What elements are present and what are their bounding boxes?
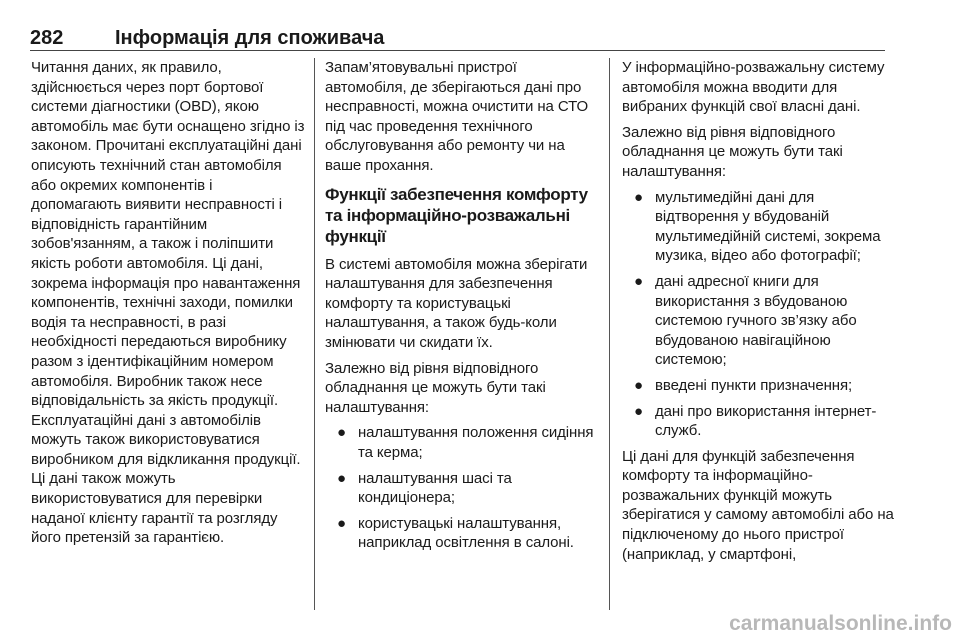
list-item-text: мультимедійні дані для відтворення у вбудованій мультимедійній системі, зокрема музика, відео або фотографії;: [655, 188, 881, 265]
column-divider: [314, 58, 315, 610]
section-heading: Функції забезпечення комфорту та інформаційно-розважальні функції: [325, 184, 588, 246]
paragraph: В системі автомобіля можна зберігати налаштування для забезпечення комфорту та користувацькі налаштування, а також будь-коли змінювати чи скидати їх.: [325, 255, 588, 351]
header-divider: [30, 50, 885, 51]
bullet-list: [622, 188, 894, 441]
bullet-icon: ●: [634, 188, 643, 206]
list-item-text: введені пункти призначення;: [655, 376, 853, 394]
page-title: Інформація для споживача: [115, 27, 385, 49]
column-3: [622, 58, 894, 570]
paragraph: Читання даних, як правило, здійснюється через порт бортової системи діагностики (OBD), якою автомобіль має бути оснащено згідно із законом. Прочитані експлуатаційні дані описують технічний стан автомобіля або окремих компонентів і допомагають виявити несправності і відповідність гарантійним зобов'язанням, а також і поліпшити якість роботи автомобіля. Ці дані, зокрема інформація про навантаження компонентів, технічні заходи, помилки водія та несправності, в разі необхідності передаються виробнику разом з ідентифікаційним номером автомобіля. Виробник також несе відповідальність за якість продукції. Експлуатаційні дані з автомобілів можуть також використовуватися виробником для відкликання продукції. Ці дані також можуть використовуватися для перевірки наданої клієнту гарантії та розгляду його претензій за гарантією.: [31, 59, 305, 547]
paragraph: Залежно від рівня відповідного обладнання це можуть бути такі налаштування:: [622, 123, 843, 180]
column-1: [31, 58, 306, 554]
paragraph: Запам’ятовувальні пристрої автомобіля, де зберігаються дані про несправності, можна очистити на СТО під час проведення технічного обслуговування або ремонту чи на ваше прохання.: [325, 59, 589, 174]
paragraph: Залежно від рівня відповідного обладнання це можуть бути такі налаштування:: [325, 359, 546, 416]
bullet-icon: ●: [634, 376, 643, 394]
list-item-text: дані адресної книги для використання з вбудованою системою гучного зв’язку або вбудованою навігаційною системою;: [655, 272, 857, 369]
list-item: [325, 514, 597, 553]
bullet-icon: ●: [337, 469, 346, 487]
page-header: [30, 14, 885, 50]
list-item: [622, 402, 894, 441]
list-item: [622, 272, 894, 370]
bullet-icon: ●: [634, 402, 643, 420]
bullet-icon: ●: [634, 272, 643, 290]
list-item-text: налаштування положення сидіння та керма;: [358, 424, 594, 461]
list-item-text: дані про використання інтернет-служб.: [655, 402, 877, 440]
paragraph: У інформаційно-розважальну систему автомобіля можна вводити для вибраних функцій свої власні дані.: [622, 59, 885, 116]
column-divider: [609, 58, 610, 610]
list-item-text: користувацькі налаштування, наприклад освітлення в салоні.: [358, 514, 574, 552]
list-item: [325, 469, 597, 508]
bullet-list: [325, 423, 597, 553]
bullet-icon: ●: [337, 424, 346, 442]
list-item: [622, 188, 894, 266]
column-2: [325, 58, 597, 559]
list-item: [622, 376, 894, 396]
watermark: carmanualsonline.info: [729, 612, 952, 635]
paragraph: Ці дані для функцій забезпечення комфорту та інформаційно-розважальних функцій можуть зберігатися у самому автомобілі або на підключеному до нього пристрої (наприклад, у смартфоні,: [622, 447, 894, 563]
bullet-icon: ●: [337, 514, 346, 532]
list-item: [325, 423, 597, 462]
page-number: 282: [30, 27, 64, 49]
list-item-text: налаштування шасі та кондиціонера;: [358, 469, 512, 507]
